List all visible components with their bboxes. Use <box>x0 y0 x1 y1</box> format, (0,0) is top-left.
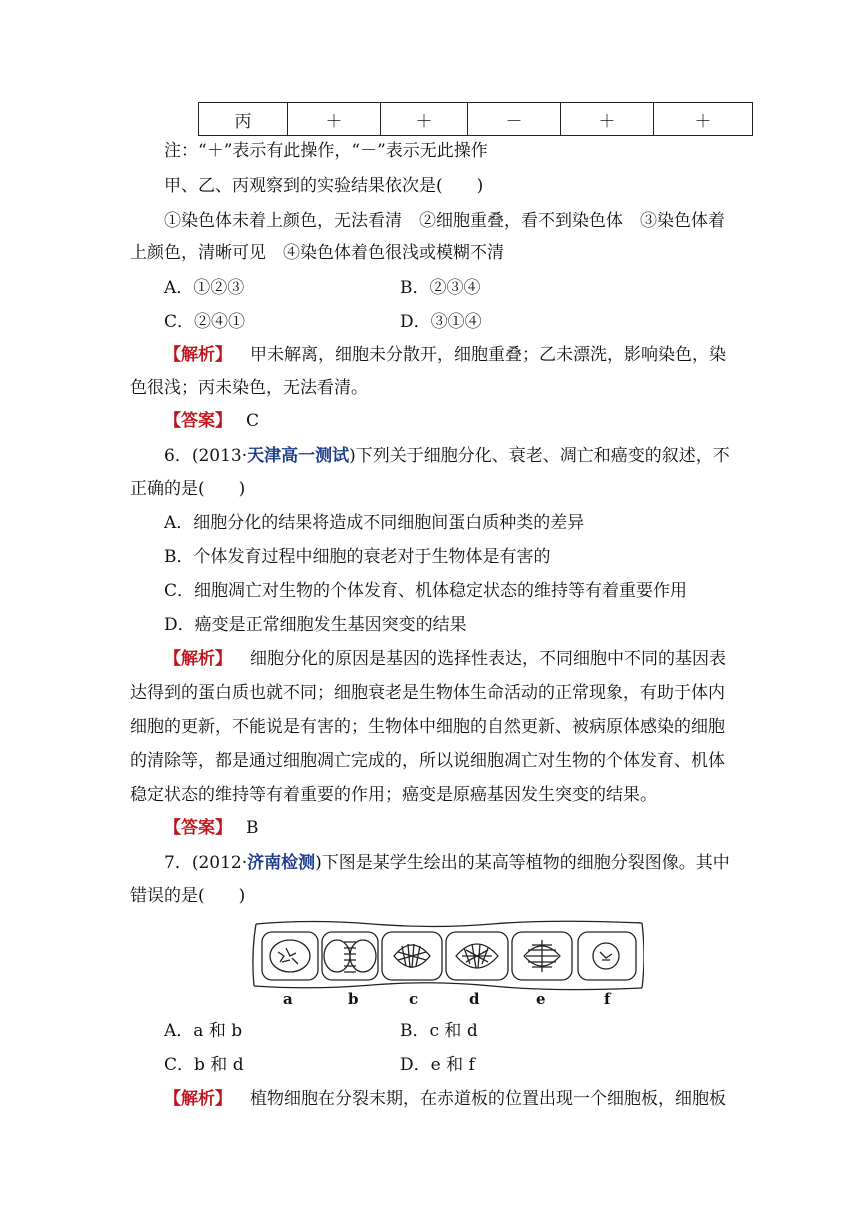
q6-stem-text: )下列关于细胞分化、衰老、凋亡和癌变的叙述，不 <box>349 446 730 466</box>
q6-answer <box>164 817 259 839</box>
analysis-text: 植物细胞在分裂末期，在赤道板的位置出现一个细胞板，细胞板 <box>250 1089 726 1109</box>
q7-prefix: 7．(2012· <box>164 853 248 873</box>
q6-stem <box>164 445 730 467</box>
analysis-tag: 【解析】 <box>164 649 232 669</box>
q5-stem: 甲、乙、丙观察到的实验结果依次是( ) <box>164 176 484 196</box>
q5-answer <box>164 410 259 432</box>
q7-analysis <box>164 1088 726 1110</box>
q7-option-a: A．a 和 b <box>164 1021 243 1041</box>
figure-label-b: b <box>348 990 359 1008</box>
q7-source: 济南检测 <box>247 853 316 873</box>
q6-prefix: 6．(2013· <box>164 446 248 466</box>
q7-stem <box>164 852 730 874</box>
q6-option-c: C．细胞凋亡对生物的个体发育、机体稳定状态的维持等有着重要作用 <box>164 581 688 601</box>
q7-option-d: D．e 和 f <box>400 1055 475 1075</box>
cell-f <box>578 932 636 980</box>
operations-table <box>198 102 753 136</box>
cell-division-figure <box>252 918 644 1020</box>
q6-analysis-cont: 达得到的蛋白质也就不同；细胞衰老是生物体生命活动的正常现象，有助于体内 <box>130 683 725 703</box>
q5-option-a: A．①②③ <box>164 278 245 298</box>
table-row <box>199 103 753 136</box>
q5-options-line: 上颜色，清晰可见 ④染色体着色很浅或模糊不清 <box>130 243 504 263</box>
q7-option-b: B．c 和 d <box>400 1021 478 1041</box>
figure-label-e: e <box>536 990 546 1008</box>
q6-option-b: B．个体发育过程中细胞的衰老对于生物体是有害的 <box>164 547 551 567</box>
table-cell: 丙 <box>199 103 288 136</box>
analysis-text: 甲未解离，细胞未分散开，细胞重叠；乙未漂洗，影响染色，染 <box>250 345 726 365</box>
q5-options-line: ①染色体未着上颜色，无法看清 ②细胞重叠，看不到染色体 ③染色体着 <box>164 211 725 231</box>
figure-label-a: a <box>283 990 293 1008</box>
table-note: 注：“＋”表示有此操作，“－”表示无此操作 <box>164 141 488 161</box>
table-cell: － <box>468 103 561 136</box>
figure-label-c: c <box>409 990 419 1008</box>
q6-stem-cont: 正确的是( ) <box>130 479 246 499</box>
table-cell: ＋ <box>561 103 654 136</box>
q6-option-a: A．细胞分化的结果将造成不同细胞间蛋白质种类的差异 <box>164 513 585 533</box>
answer-value: C <box>246 411 260 431</box>
table-cell: ＋ <box>381 103 468 136</box>
q6-source: 天津高一测试 <box>247 446 350 466</box>
q6-analysis <box>164 648 726 670</box>
figure-label-d: d <box>469 990 480 1008</box>
q5-option-b: B．②③④ <box>400 278 481 298</box>
analysis-text: 细胞分化的原因是基因的选择性表达，不同细胞中不同的基因表 <box>250 649 726 669</box>
analysis-tag: 【解析】 <box>164 345 232 365</box>
figure-border-top <box>256 921 642 926</box>
table-cell: ＋ <box>654 103 753 136</box>
q7-stem-text: )下图是某学生绘出的某高等植物的细胞分裂图像。其中 <box>315 853 730 873</box>
answer-value: B <box>246 818 259 838</box>
q5-analysis-cont: 色很浅；丙未染色，无法看清。 <box>130 378 368 398</box>
figure-border-bottom <box>254 983 642 990</box>
q7-stem-cont: 错误的是( ) <box>130 886 246 906</box>
figure-label-f: f <box>604 990 611 1008</box>
q6-analysis-cont: 细胞的更新，不能说是有害的；生物体中细胞的自然更新、被病原体感染的细胞 <box>130 717 725 737</box>
answer-tag: 【答案】 <box>164 411 232 431</box>
q6-analysis-cont: 稳定状态的维持等有着重要的作用；癌变是原癌基因发生突变的结果。 <box>130 785 657 805</box>
q7-option-c: C．b 和 d <box>164 1055 244 1075</box>
q5-option-c: C．②④① <box>164 312 246 332</box>
answer-tag: 【答案】 <box>164 818 232 838</box>
table-cell: ＋ <box>288 103 381 136</box>
q6-option-d: D．癌变是正常细胞发生基因突变的结果 <box>164 615 467 635</box>
analysis-tag: 【解析】 <box>164 1089 232 1109</box>
q6-analysis-cont: 的清除等，都是通过细胞凋亡完成的，所以说细胞凋亡对生物的个体发育、机体 <box>130 751 725 771</box>
q5-analysis <box>164 344 726 366</box>
q5-option-d: D．③①④ <box>400 312 482 332</box>
